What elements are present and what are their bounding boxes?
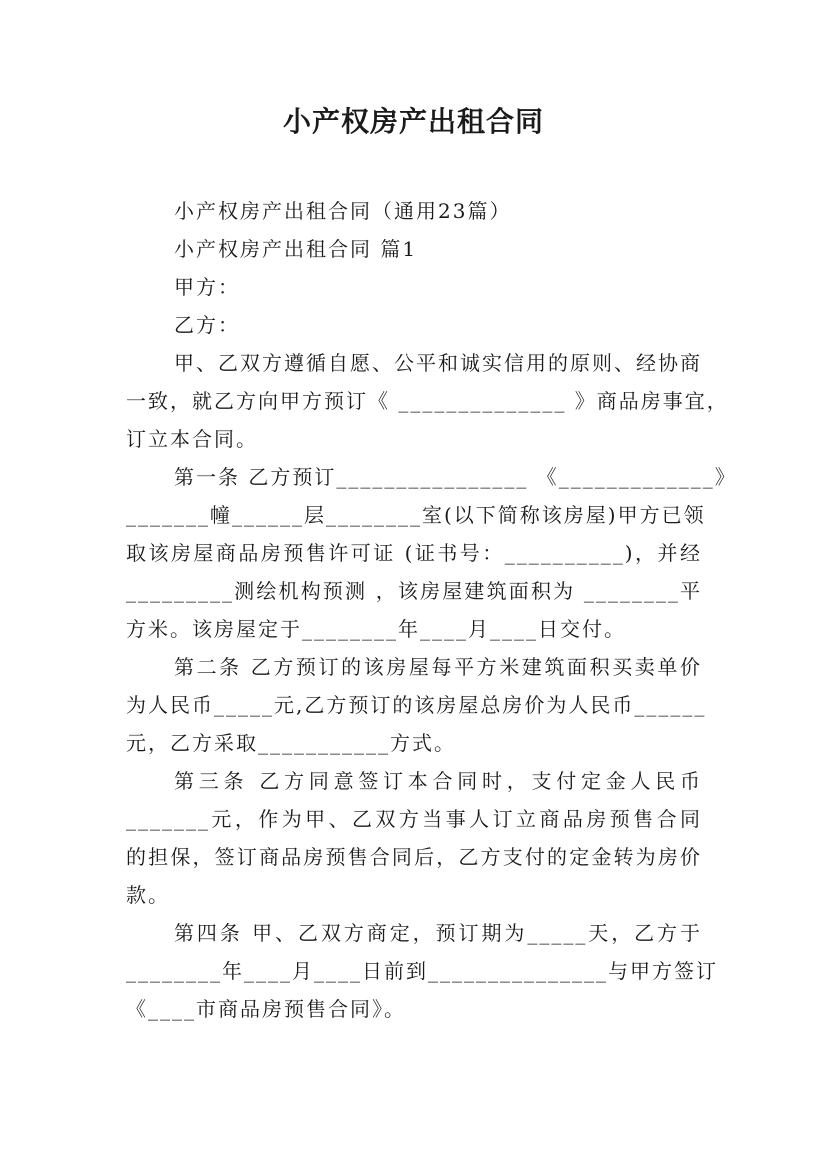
preamble-line: 订立本合同。: [126, 427, 258, 451]
article-4-line: 《____市商品房预售合同》。: [126, 997, 406, 1021]
document-title: 小产权房产出租合同: [282, 105, 544, 138]
article-3-line: 的担保，签订商品房预售合同后，乙方支付的定金转为房价: [126, 845, 702, 869]
contract-collection-heading: 小产权房产出租合同（通用23篇）: [174, 199, 512, 223]
article-1-line: 方米。该房屋定于________年____月____日交付。: [126, 617, 626, 641]
article-1-line: _________测绘机构预测 ，该房屋建筑面积为 ________平: [126, 579, 702, 603]
article-3-line: _______元，作为甲、乙双方当事人订立商品房预售合同: [126, 807, 702, 831]
preamble-line: 甲、乙双方遵循自愿、公平和诚实信用的原则、经协商: [174, 351, 702, 375]
party-a-label: 甲方：: [174, 275, 240, 299]
article-3-line: 款。: [126, 883, 170, 907]
article-2-line: 为人民币_____元,乙方预订的该房屋总房价为人民币______: [126, 693, 707, 717]
contract-section-heading: 小产权房产出租合同 篇1: [174, 237, 418, 261]
article-1-line: 取该房屋商品房预售许可证 (证书号：__________)，并经: [126, 541, 702, 565]
article-2-line: 第二条 乙方预订的该房屋每平方米建筑面积买卖单价: [174, 655, 702, 679]
party-b-label: 乙方：: [174, 313, 240, 337]
article-1-line: 第一条 乙方预订________________ 《_____________》: [174, 465, 737, 489]
article-3-line: 第三条 乙方同意签订本合同时，支付定金人民币: [174, 769, 702, 793]
preamble-line: 一致，就乙方向甲方预订《 ______________ 》商品房事宜，: [126, 389, 729, 413]
article-1-line: _______幢______层________室(以下简称该房屋)甲方已领: [126, 503, 706, 527]
article-2-line: 元，乙方采取___________方式。: [126, 731, 456, 755]
article-4-line: 第四条 甲、乙双方商定，预订期为_____天，乙方于: [174, 921, 702, 945]
article-4-line: ________年____月____日前到_______________与甲方签订: [126, 959, 718, 983]
document-body: [126, 192, 737, 1028]
